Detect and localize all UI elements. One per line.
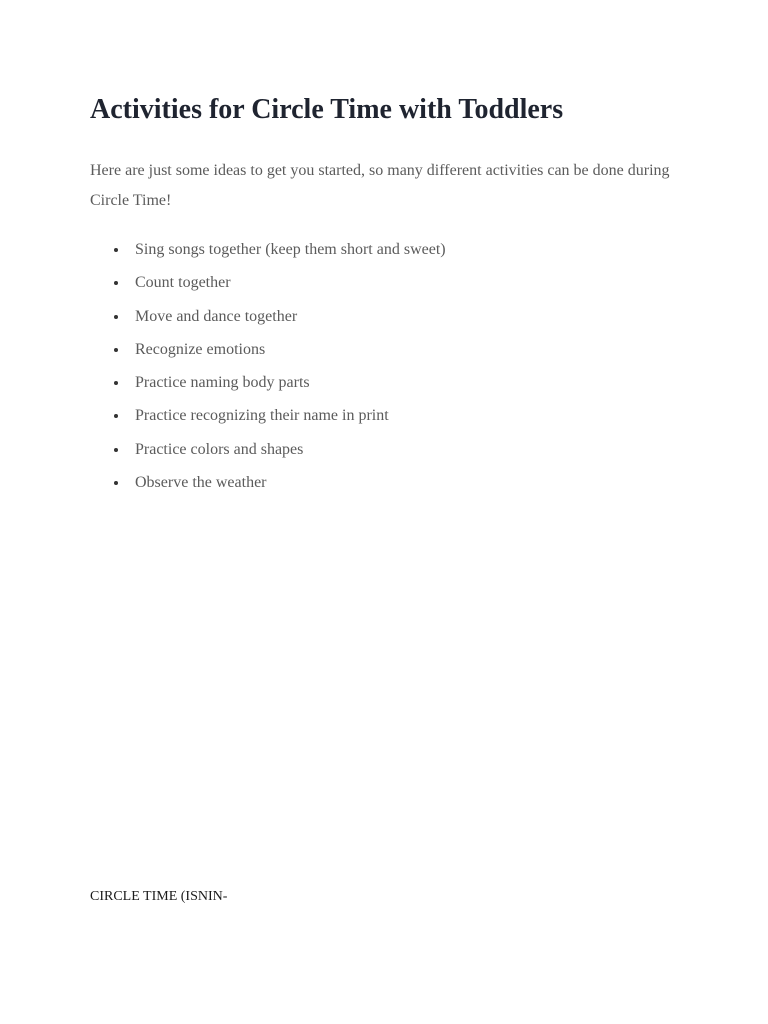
bullet-icon (114, 315, 118, 319)
page-title: Activities for Circle Time with Toddlers (90, 94, 564, 125)
list-item (90, 433, 446, 466)
list-item (90, 233, 446, 266)
list-item-label: Count together (135, 274, 231, 292)
list-item-label: Practice recognizing their name in print (135, 407, 389, 425)
list-item-label: Observe the weather (135, 474, 267, 492)
list-item (90, 399, 446, 432)
list-item (90, 300, 446, 333)
bullet-icon (114, 381, 118, 385)
list-item (90, 333, 446, 366)
bullet-icon (114, 481, 118, 485)
list-item (90, 266, 446, 299)
bullet-icon (114, 281, 118, 285)
intro-paragraph: Here are just some ideas to get you started, so many different activities can be done during Circle Time! (90, 162, 670, 209)
list-item-label: Sing songs together (keep them short and sweet) (135, 241, 446, 258)
bullet-icon (114, 348, 118, 352)
list-item-label: Recognize emotions (135, 340, 266, 358)
list-item-label: Practice colors and shapes (135, 440, 304, 458)
list-item-label: Move and dance together (135, 307, 298, 325)
bullet-icon (114, 414, 118, 418)
list-item (90, 466, 446, 499)
activities-list (90, 233, 446, 499)
list-item-label: Practice naming body parts (135, 374, 310, 392)
bullet-icon (114, 248, 118, 252)
bullet-icon (114, 448, 118, 452)
section-heading-fragment: CIRCLE TIME (ISNIN- (90, 889, 228, 904)
list-item (90, 366, 446, 399)
